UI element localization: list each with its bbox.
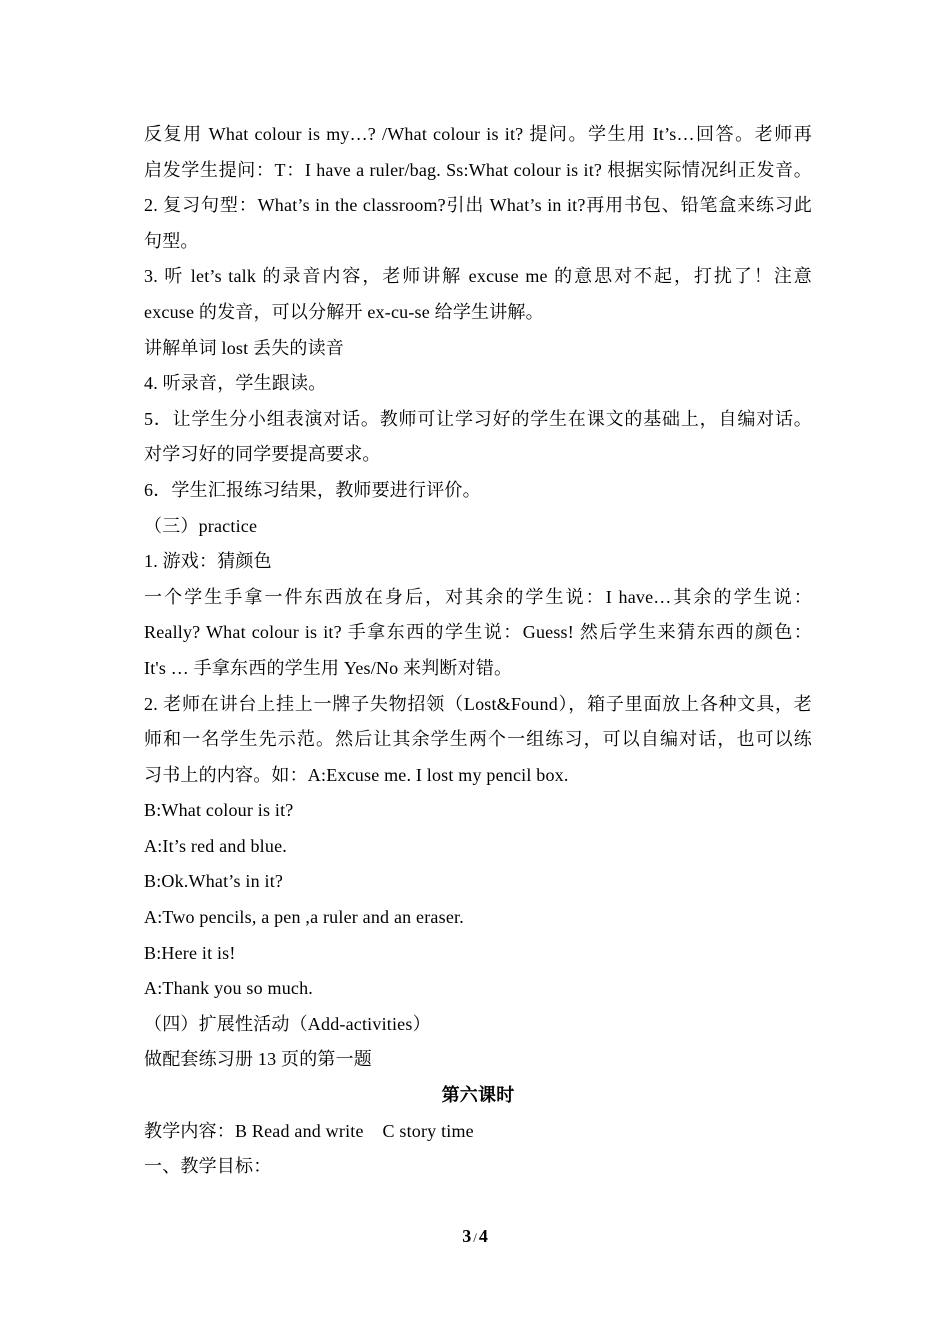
paragraph-line: 对学习好的同学要提高要求。 — [144, 444, 381, 465]
paragraph-line: 1. 游戏：猜颜色 — [144, 551, 272, 572]
dialogue-line: B:Here it is! — [144, 942, 236, 963]
paragraph-line: 反复用 What colour is my…? /What colour is it? 提问。学生用 It’s…回答。老师再 — [144, 124, 812, 144]
paragraph-line: 6．学生汇报练习结果，教师要进行评价。 — [144, 479, 481, 500]
dialogue-line: A:Two pencils, a pen ,a ruler and an eraser. — [144, 907, 464, 928]
section-heading: 一、教学目标： — [144, 1156, 272, 1177]
paragraph-line: 5．让学生分小组表演对话。教师可让学习好的学生在课文的基础上，自编对话。 — [144, 408, 812, 429]
page-total: 4 — [478, 1226, 488, 1246]
document-body — [144, 117, 812, 1185]
page-separator: / — [473, 1230, 477, 1245]
paragraph-line: 讲解单词 lost 丢失的读音 — [144, 337, 345, 358]
paragraph-line: Really? What colour is it? 手拿东西的学生说：Guess! 然后学生来猜东西的颜色： — [144, 622, 812, 643]
paragraph-line: 句型。 — [144, 230, 199, 251]
section-heading: （四）扩展性活动（Add-activities） — [144, 1013, 431, 1034]
paragraph-line: 一个学生手拿一件东西放在身后，对其余的学生说：I have…其余的学生说： — [144, 586, 812, 607]
dialogue-line: A:Thank you so much. — [144, 978, 313, 999]
paragraph-line: excuse 的发音，可以分解开 ex-cu-se 给学生讲解。 — [144, 301, 544, 322]
paragraph-line: 启发学生提问：T：I have a ruler/bag. Ss:What colour is it? 根据实际情况纠正发音。 — [144, 159, 812, 180]
page-current: 3 — [462, 1226, 472, 1246]
paragraph-line: 做配套练习册 13 页的第一题 — [144, 1049, 372, 1070]
paragraph-line: 习书上的内容。如：A:Excuse me. I lost my pencil box. — [144, 764, 569, 785]
lesson-title: 第六课时 — [441, 1085, 515, 1106]
paragraph-line: 4. 听录音，学生跟读。 — [144, 373, 327, 394]
paragraph-line: 2. 复习句型：What’s in the classroom?引出 What’s in it?再用书包、铅笔盒来练习此 — [144, 195, 812, 216]
paragraph-line: 师和一名学生先示范。然后让其余学生两个一组练习，可以自编对话，也可以练 — [144, 729, 812, 750]
paragraph-line: 2. 老师在讲台上挂上一牌子失物招领（Lost&Found），箱子里面放上各种文具，老 — [144, 693, 812, 714]
paragraph-line: It's … 手拿东西的学生用 Yes/No 来判断对错。 — [144, 657, 513, 678]
paragraph-line: 3. 听 let’s talk 的录音内容，老师讲解 excuse me 的意思对不起，打扰了！注意 — [144, 266, 812, 287]
section-heading: （三）practice — [144, 515, 258, 536]
page-number — [0, 1226, 950, 1247]
paragraph-line: 教学内容：B Read and write C story time — [144, 1120, 474, 1141]
dialogue-line: A:It’s red and blue. — [144, 835, 287, 856]
dialogue-line: B:What colour is it? — [144, 800, 294, 821]
dialogue-line: B:Ok.What’s in it? — [144, 871, 284, 892]
